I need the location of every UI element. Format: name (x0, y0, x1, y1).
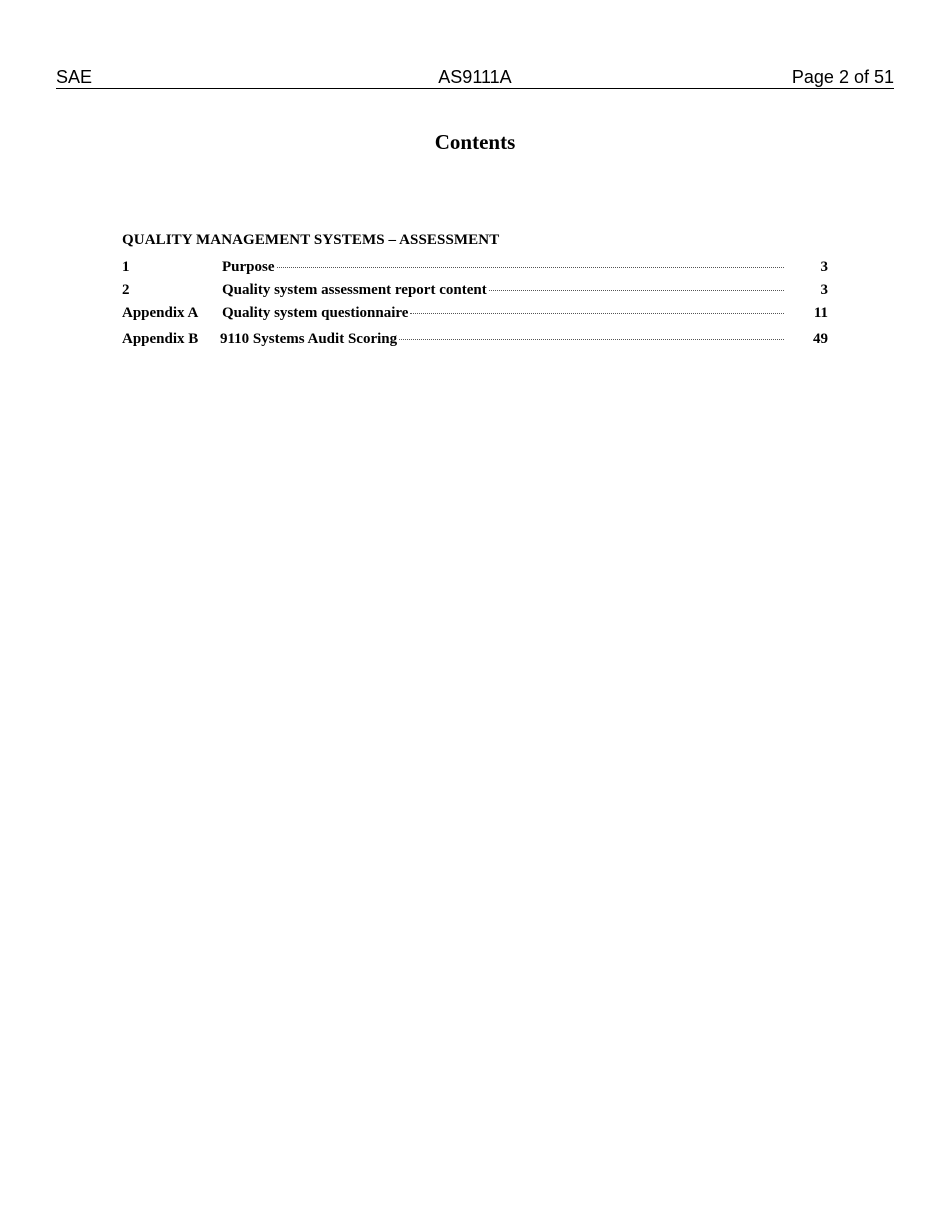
page-title: Contents (434, 130, 516, 154)
running-header (56, 66, 894, 89)
toc-entry-title: 9110 Systems Audit Scoring (220, 331, 398, 347)
toc-entry[interactable] (122, 256, 830, 278)
toc-entry-number: Appendix B (122, 331, 199, 347)
toc-entry[interactable] (122, 328, 830, 350)
toc-heading: QUALITY MANAGEMENT SYSTEMS – ASSESSMENT (122, 232, 500, 248)
table-of-contents (122, 229, 830, 350)
toc-dot-leader (410, 313, 784, 314)
header-document-id: AS9111A (438, 67, 512, 87)
toc-entry[interactable] (122, 279, 830, 301)
toc-entry-page: 11 (813, 305, 828, 321)
header-org: SAE (56, 67, 93, 87)
toc-entry[interactable] (122, 302, 830, 324)
toc-entry-number: 1 (122, 259, 130, 275)
toc-dot-leader (489, 290, 784, 291)
toc-entry-page: 49 (813, 331, 828, 347)
toc-entry-title: Quality system assessment report content (222, 282, 487, 298)
toc-entry-title: Quality system questionnaire (222, 305, 409, 321)
toc-dot-leader (399, 339, 784, 340)
toc-dot-leader (277, 267, 785, 268)
toc-entry-number: Appendix A (122, 305, 199, 321)
toc-entry-page: 3 (820, 282, 828, 298)
toc-entry-title: Purpose (222, 259, 275, 275)
header-page-number: Page 2 of 51 (791, 67, 894, 87)
toc-entry-number: 2 (122, 282, 130, 298)
toc-entry-page: 3 (820, 259, 828, 275)
